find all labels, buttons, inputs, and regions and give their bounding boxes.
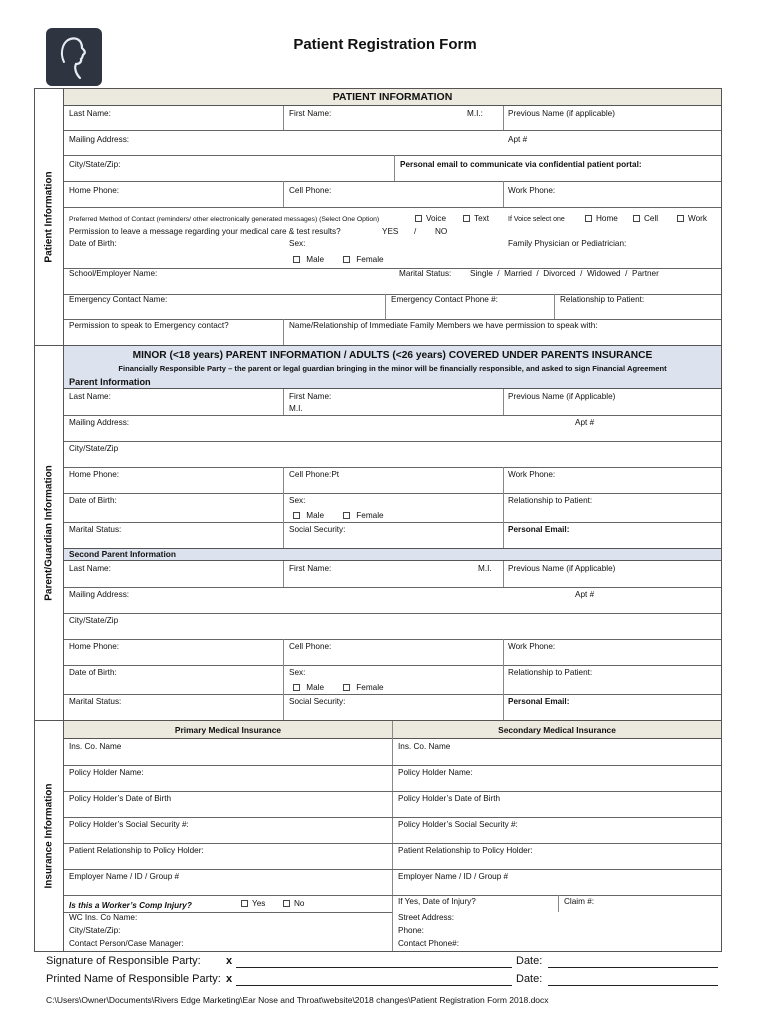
previous-name-field[interactable]: Previous Name (if applicable)	[508, 109, 615, 118]
second-parent-header	[64, 548, 721, 561]
secondary-patient-rel-field[interactable]: Patient Relationship to Policy Holder:	[398, 846, 533, 855]
primary-holder-ssn-field[interactable]: Policy Holder’s Social Security #:	[69, 820, 189, 829]
insurance-section-label: Insurance Information	[43, 783, 54, 889]
female-option[interactable]: Female	[338, 252, 389, 267]
parent-section-label: Parent/Guardian Information	[43, 465, 54, 601]
patient-sidebar	[34, 88, 64, 346]
text-checkbox[interactable]	[463, 215, 470, 222]
printed-name-label: Printed Name of Responsible Party:	[46, 973, 221, 985]
second-city-field[interactable]: City/State/Zip	[69, 616, 119, 625]
cell-phone-field[interactable]: Cell Phone:	[289, 186, 332, 195]
second-work-phone-field[interactable]: Work Phone:	[508, 642, 556, 651]
emergency-name-field[interactable]: Emergency Contact Name:	[69, 295, 168, 304]
parent-marital-field[interactable]: Marital Status:	[69, 525, 122, 534]
home-phone-field[interactable]: Home Phone:	[69, 186, 120, 195]
second-first-name-field[interactable]: First Name:	[289, 564, 332, 573]
female-checkbox[interactable]	[343, 256, 350, 263]
printed-name-line[interactable]	[236, 985, 512, 986]
parent-last-name-field[interactable]: Last Name:	[69, 392, 111, 401]
parent-header-box	[64, 346, 721, 376]
second-cell-phone-field[interactable]: Cell Phone:	[289, 642, 332, 651]
printed-name-x: x	[226, 973, 233, 985]
patient-section-label: Patient Information	[43, 171, 54, 263]
workers-comp-question: Is this a Worker’s Comp Injury?	[69, 901, 192, 910]
cell-option[interactable]: Cell	[628, 211, 663, 226]
insurance-sidebar	[34, 720, 64, 952]
if-voice-label: If Voice select one	[508, 216, 565, 223]
page-title: Patient Registration Form	[293, 36, 477, 53]
printed-date-line[interactable]	[548, 985, 718, 986]
parent-sidebar	[34, 345, 64, 721]
second-mailing-field[interactable]: Mailing Address:	[69, 590, 130, 599]
parent-email-field[interactable]: Personal Email:	[508, 525, 570, 534]
parent-male-option[interactable]: Male	[288, 508, 329, 523]
sex-label: Sex:	[289, 239, 306, 248]
secondary-holder-ssn-field[interactable]: Policy Holder’s Social Security #:	[398, 820, 518, 829]
apt-field[interactable]: Apt #	[508, 135, 528, 144]
primary-employer-field[interactable]: Employer Name / ID / Group #	[69, 872, 180, 881]
contact-phone-field[interactable]: Contact Phone#:	[398, 939, 459, 948]
wc-city-field[interactable]: City/State/Zip:	[69, 926, 121, 935]
school-employer-field[interactable]: School/Employer Name:	[69, 269, 158, 278]
secondary-ins-co-field[interactable]: Ins. Co. Name	[398, 742, 451, 751]
second-apt-field[interactable]: Apt #	[575, 590, 595, 599]
signature-label: Signature of Responsible Party:	[46, 955, 201, 967]
parent-first-name-field[interactable]: First Name:	[289, 392, 332, 401]
preferred-contact-label: Preferred Method of Contact (reminders/ other electronically generated messages) (Select One Option)	[69, 216, 380, 223]
home-option[interactable]: Home	[580, 211, 623, 226]
second-marital-field[interactable]: Marital Status:	[69, 697, 122, 706]
parent-info-label: Parent Information	[69, 377, 151, 387]
signature-line[interactable]	[236, 967, 512, 968]
workers-comp-yes-checkbox[interactable]	[241, 900, 248, 907]
second-home-phone-field[interactable]: Home Phone:	[69, 642, 120, 651]
family-permission-field[interactable]: Name/Relationship of Immediate Family Members we have permission to speak with:	[289, 321, 598, 330]
work-phone-field[interactable]: Work Phone:	[508, 186, 556, 195]
cell-checkbox[interactable]	[633, 215, 640, 222]
portal-email-field[interactable]: Personal email to communicate via confidential patient portal:	[400, 160, 642, 169]
city-state-zip-field[interactable]: City/State/Zip:	[69, 160, 121, 169]
workers-comp-no[interactable]: No	[278, 896, 309, 911]
parent-ssn-field[interactable]: Social Security:	[289, 525, 346, 534]
primary-patient-rel-field[interactable]: Patient Relationship to Policy Holder:	[69, 846, 204, 855]
permission-emergency-field[interactable]: Permission to speak to Emergency contact?	[69, 321, 229, 330]
voice-option[interactable]: Voice	[410, 211, 451, 226]
mi-field[interactable]: M.I.:	[467, 109, 483, 118]
primary-insurance-header: Primary Medical Insurance	[64, 721, 392, 739]
second-email-field[interactable]: Personal Email:	[508, 697, 570, 706]
secondary-insurance-header: Secondary Medical Insurance	[393, 721, 721, 739]
permission-no[interactable]: NO	[435, 227, 448, 236]
secondary-holder-name-field[interactable]: Policy Holder Name:	[398, 768, 473, 777]
second-male-checkbox[interactable]	[293, 684, 300, 691]
second-dob-field[interactable]: Date of Birth:	[69, 668, 117, 677]
parent-mi-field[interactable]: M.I.	[289, 404, 303, 413]
second-relationship-field[interactable]: Relationship to Patient:	[508, 668, 593, 677]
wc-phone-field[interactable]: Phone:	[398, 926, 424, 935]
first-name-field[interactable]: First Name:	[289, 109, 332, 118]
primary-ins-co-field[interactable]: Ins. Co. Name	[69, 742, 122, 751]
parent-cell-phone-field[interactable]: Cell Phone:Pt	[289, 470, 340, 479]
male-checkbox[interactable]	[293, 256, 300, 263]
marital-options[interactable]: Single / Married / Divorced / Widowed / Partner	[470, 269, 659, 278]
marital-status-label: Marital Status:	[399, 269, 452, 278]
last-name-field[interactable]: Last Name:	[69, 109, 111, 118]
primary-holder-dob-field[interactable]: Policy Holder’s Date of Birth	[69, 794, 172, 803]
parent-female-checkbox[interactable]	[343, 512, 350, 519]
claim-field[interactable]: Claim #:	[564, 897, 595, 906]
signature-date-label: Date:	[516, 955, 543, 967]
family-physician-field[interactable]: Family Physician or Pediatrician:	[508, 239, 627, 248]
second-parent-label: Second Parent Information	[69, 549, 177, 559]
parent-previous-name-field[interactable]: Previous Name (if Applicable)	[508, 392, 616, 401]
parent-apt-field[interactable]: Apt #	[575, 418, 595, 427]
parent-female-option[interactable]: Female	[338, 508, 389, 523]
patient-header: PATIENT INFORMATION	[64, 89, 721, 106]
signature-date-line[interactable]	[548, 967, 718, 968]
parent-city-field[interactable]: City/State/Zip	[69, 444, 119, 453]
second-mi-field[interactable]: M.I.	[478, 564, 492, 573]
second-ssn-field[interactable]: Social Security:	[289, 697, 346, 706]
file-path-footer: C:\Users\Owner\Documents\Rivers Edge Marketing\Ear Nose and Throat\website\2018 changes\Patient Registration Form 2018.docx	[46, 995, 549, 1005]
work-checkbox[interactable]	[677, 215, 684, 222]
male-option[interactable]: Male	[288, 252, 329, 267]
workers-comp-yes[interactable]: Yes	[236, 896, 270, 911]
text-option[interactable]: Text	[458, 211, 494, 226]
permission-slash: /	[414, 227, 417, 236]
work-option[interactable]: Work	[672, 211, 712, 226]
parent-relationship-field[interactable]: Relationship to Patient:	[508, 496, 593, 505]
secondary-employer-field[interactable]: Employer Name / ID / Group #	[398, 872, 509, 881]
mailing-address-field[interactable]: Mailing Address:	[69, 135, 130, 144]
second-last-name-field[interactable]: Last Name:	[69, 564, 111, 573]
second-female-checkbox[interactable]	[343, 684, 350, 691]
parent-mailing-field[interactable]: Mailing Address:	[69, 418, 130, 427]
emergency-relationship-field[interactable]: Relationship to Patient:	[560, 295, 645, 304]
signature-x: x	[226, 955, 233, 967]
case-manager-field[interactable]: Contact Person/Case Manager:	[69, 939, 184, 948]
home-checkbox[interactable]	[585, 215, 592, 222]
permission-yes[interactable]: YES	[382, 227, 399, 236]
parent-subheader: Financially Responsible Party – the parent or legal guardian bringing in the minor will be financially responsible, and asked to sign Financial Agreement	[118, 364, 667, 373]
voice-checkbox[interactable]	[415, 215, 422, 222]
emergency-phone-field[interactable]: Emergency Contact Phone #:	[391, 295, 498, 304]
primary-holder-name-field[interactable]: Policy Holder Name:	[69, 768, 144, 777]
dob-field[interactable]: Date of Birth:	[69, 239, 117, 248]
second-male-option[interactable]: Male	[288, 680, 329, 695]
second-previous-name-field[interactable]: Previous Name (if Applicable)	[508, 564, 616, 573]
permission-message-label: Permission to leave a message regarding your medical care & test results?	[69, 227, 341, 236]
second-female-option[interactable]: Female	[338, 680, 389, 695]
parent-work-phone-field[interactable]: Work Phone:	[508, 470, 556, 479]
parent-header: MINOR (<18 years) PARENT INFORMATION / ADULTS (<26 years) COVERED UNDER PARENTS INSURANCE	[132, 350, 653, 361]
secondary-holder-dob-field[interactable]: Policy Holder’s Date of Birth	[398, 794, 501, 803]
printed-date-label: Date:	[516, 973, 543, 985]
parent-home-phone-field[interactable]: Home Phone:	[69, 470, 120, 479]
street-address-field[interactable]: Street Address:	[398, 913, 454, 922]
parent-male-checkbox[interactable]	[293, 512, 300, 519]
injury-date-field[interactable]: If Yes, Date of Injury?	[398, 897, 476, 906]
wc-ins-co-field[interactable]: WC Ins. Co Name:	[69, 913, 138, 922]
parent-sex-label: Sex:	[289, 496, 306, 505]
second-sex-label: Sex:	[289, 668, 306, 677]
parent-dob-field[interactable]: Date of Birth:	[69, 496, 117, 505]
workers-comp-no-checkbox[interactable]	[283, 900, 290, 907]
